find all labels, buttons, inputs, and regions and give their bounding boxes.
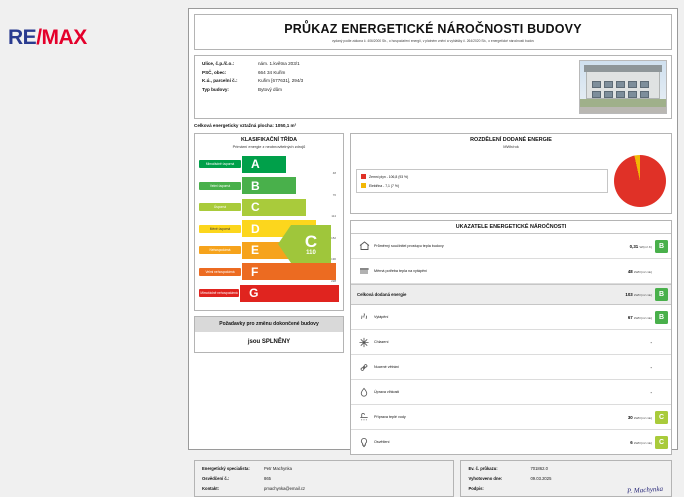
- logo-max: MAX: [41, 26, 87, 49]
- legend-label: Zemní plyn - 106,8 (93 %): [369, 174, 409, 179]
- row-value: Kuřim [677631], 294/3: [258, 78, 304, 83]
- page-subtitle: vydaný podle zákona č. 406/2000 Sb., o hospodaření energií, v platném znění a vyhlášky č. 264/2020 Sb., o energetické náročnosti budov: [332, 38, 534, 43]
- scale-value: 190: [331, 257, 336, 261]
- footer-label: Osvědčení č.:: [202, 476, 230, 481]
- footer-label: Podpis:: [468, 486, 484, 491]
- logo-re: RE: [8, 26, 37, 49]
- logo-slash: /: [36, 26, 42, 49]
- footer-row: [468, 476, 664, 481]
- certificate-footer: [194, 460, 672, 497]
- total-energy-value: [606, 292, 655, 297]
- footer-label: Kontakt:: [202, 486, 219, 491]
- footer-value: 865: [264, 476, 271, 481]
- energy-scale: [195, 151, 343, 310]
- footer-row: [468, 466, 664, 471]
- indicator-number: -: [650, 389, 652, 395]
- distribution-content: [351, 151, 671, 213]
- pie-legend: [356, 169, 608, 193]
- scale-letter: A: [251, 157, 260, 171]
- shower-icon: [354, 409, 374, 426]
- row-label: PSČ, obec:: [202, 69, 227, 75]
- indicator-label: Příprava teplé vody: [374, 414, 406, 419]
- indicator-number: 103: [625, 292, 633, 297]
- indicator-label: Osvětlení: [374, 439, 390, 444]
- total-energy-badge: B: [655, 288, 668, 301]
- total-energy-label: Celková dodaná energie: [357, 292, 407, 297]
- scale-bar: [242, 199, 306, 216]
- fan-icon: [354, 359, 374, 376]
- scale-letter: B: [251, 178, 260, 193]
- identification-rows: [195, 56, 575, 118]
- indicator-value: [606, 269, 655, 274]
- indicator-label: Nucené větrání: [374, 364, 400, 369]
- indicator-row: [351, 430, 671, 454]
- footer-value: 701862.0: [530, 466, 548, 471]
- left-column: [194, 133, 344, 455]
- classification-subtitle: Primární energie z neobnovitelných zdrojů: [232, 144, 306, 149]
- requirements-panel: [194, 316, 344, 354]
- footer-value: 09.03.2025: [530, 476, 552, 481]
- result-arrow-container: [285, 225, 337, 269]
- requirements-title: Požadavky pro změnu dokončené budovy: [195, 317, 343, 333]
- indicator-row: [351, 234, 671, 259]
- indicator-badge: [655, 361, 668, 374]
- identification-row: [202, 61, 568, 66]
- footer-label: Ev. č. průkazu:: [468, 466, 498, 471]
- energy-area-label: Celková energeticky vztažná plocha:: [194, 123, 274, 128]
- indicator-badge: [655, 386, 668, 399]
- energy-pie-chart: [614, 155, 666, 207]
- identification-row: [202, 78, 568, 83]
- result-value: 110: [306, 249, 316, 256]
- scale-desc: Úsporná: [199, 203, 241, 211]
- scale-letter: C: [251, 200, 260, 214]
- scale-desc: Velmi nehospodárná: [199, 268, 241, 276]
- remax-logo: [8, 26, 87, 50]
- row-label: Typ budovy:: [202, 86, 229, 92]
- indicator-value: [606, 440, 655, 445]
- legend-item: [361, 183, 603, 188]
- indicator-badge: [655, 336, 668, 349]
- indicator-row: [351, 380, 671, 405]
- total-energy-row: [351, 284, 671, 305]
- indicator-unit: kWh/(m²·rok): [633, 293, 652, 297]
- scale-letter: F: [251, 264, 259, 279]
- scale-desc: Mimořádně nehospodárná: [200, 291, 238, 295]
- scale-desc: Nehospodárná: [199, 246, 241, 254]
- identification-row: [202, 87, 568, 92]
- footer-label: Energetický specialista:: [202, 466, 250, 471]
- house-arrows-icon: [354, 238, 374, 255]
- scale-value: 114: [331, 214, 336, 218]
- identification-block: [194, 55, 672, 119]
- indicator-unit: kWh/(m²·rok): [633, 315, 652, 320]
- scale-desc: Velmi úsporná: [199, 182, 241, 190]
- footer-value: Petr Machynka: [264, 466, 292, 471]
- indicator-number: 48: [627, 268, 633, 274]
- legend-label: Elektřina - 7,1 (7 %): [369, 183, 399, 188]
- indicator-badge: B: [655, 240, 668, 253]
- row-label: K.ú., parcelní č.:: [202, 78, 238, 83]
- indicator-badge: B: [655, 311, 668, 324]
- scale-desc: Méně úsporná: [199, 225, 241, 233]
- page-title: PRŮKAZ ENERGETICKÉ NÁROČNOSTI BUDOVY: [284, 21, 582, 36]
- indicator-value: [606, 244, 655, 249]
- scale-bar: [240, 285, 339, 302]
- distribution-panel: [350, 133, 672, 214]
- distribution-title: ROZDĚLENÍ DODANÉ ENERGIE: [470, 137, 552, 143]
- certificate-header: [194, 14, 672, 50]
- indicator-value: [606, 340, 655, 345]
- indicator-unit: kWh/(m²·rok): [633, 415, 652, 420]
- indicator-row: [351, 305, 671, 330]
- legend-swatch-electricity: [361, 183, 366, 188]
- bulb-icon: [354, 434, 374, 451]
- scale-bar: [242, 156, 286, 173]
- result-arrow: [291, 225, 331, 263]
- scale-row: [199, 176, 339, 196]
- indicator-value: [606, 365, 655, 370]
- footer-row: [202, 476, 446, 481]
- snowflake-icon: [354, 334, 374, 351]
- scale-value: 228: [331, 278, 336, 283]
- legend-item: [361, 174, 603, 179]
- indicator-unit: W/(m²·K): [639, 244, 652, 249]
- scale-letter: D: [251, 221, 260, 236]
- scale-row: [199, 283, 339, 303]
- right-column: [350, 133, 672, 455]
- indicator-badge: C: [655, 436, 668, 449]
- indicators-panel: [350, 220, 672, 455]
- signature: P. Machynka: [626, 484, 664, 496]
- scale-desc: Mimořádně úsporná: [199, 160, 241, 168]
- footer-row: [202, 486, 446, 491]
- heating-icon: [354, 309, 374, 326]
- scale-bar: [242, 177, 296, 194]
- classification-title: KLASIFIKAČNÍ TŘÍDA: [241, 137, 297, 143]
- row-value: 664 34 Kuřim: [258, 69, 286, 75]
- radiator-icon: [354, 263, 374, 280]
- footer-label: Vyhotoveno dne:: [468, 476, 503, 481]
- indicator-label: Úprava vlhkosti: [374, 389, 400, 394]
- indicator-number: -: [650, 339, 652, 345]
- humidity-icon: [354, 384, 374, 401]
- indicator-number: -: [650, 364, 652, 370]
- indicator-value: [606, 315, 655, 320]
- row-value: nám. 1.května 203/1: [258, 61, 300, 66]
- result-letter: C: [304, 231, 318, 251]
- identification-row: [202, 70, 568, 75]
- scale-value: 76: [332, 192, 336, 197]
- indicator-unit: kWh/(m²·rok): [633, 440, 652, 445]
- distribution-unit: MWh/rok: [503, 144, 519, 149]
- indicator-label: Průměrný součinitel prostupu tepla budovy: [374, 243, 444, 248]
- building-photo: [579, 60, 667, 114]
- energy-certificate: [188, 8, 678, 496]
- indicator-badge: [655, 265, 668, 278]
- indicator-value: [606, 390, 655, 395]
- legend-swatch-gas: [361, 174, 366, 179]
- indicator-number: 0,31: [629, 243, 639, 249]
- scale-letter: G: [249, 286, 259, 300]
- scale-value: 152: [331, 235, 336, 240]
- row-label: Ulice, č.p./č.o.:: [202, 61, 235, 66]
- certificate-body: [189, 128, 677, 460]
- indicator-row: [351, 259, 671, 284]
- indicator-number: 30: [627, 414, 633, 420]
- indicator-badge: C: [655, 411, 668, 424]
- footer-value-email[interactable]: pmachynka@email.cz: [264, 486, 306, 491]
- indicator-label: Měrná potřeba tepla na vytápění: [374, 268, 428, 273]
- scale-letter: E: [251, 243, 260, 257]
- classification-panel: [194, 133, 344, 311]
- requirements-result: jsou SPLNĚNY: [247, 339, 291, 345]
- scale-value: 48: [332, 171, 336, 175]
- row-value: Bytový dům: [258, 86, 282, 92]
- certificate-meta-block: [460, 460, 672, 497]
- indicator-value: [606, 415, 655, 420]
- indicators-title: UKAZATELE ENERGETICKÉ NÁROČNOSTI: [351, 221, 671, 234]
- scale-row: [199, 197, 339, 217]
- indicator-unit: kWh/(m²·rok): [633, 269, 652, 274]
- indicator-label: Chlazení: [374, 339, 389, 344]
- indicator-label: Vytápění: [374, 314, 389, 319]
- specialist-block: [194, 460, 454, 497]
- indicator-row: [351, 405, 671, 430]
- footer-row: [202, 466, 446, 471]
- energy-area-value: 1050,1 m²: [275, 123, 297, 128]
- indicator-row: [351, 355, 671, 380]
- indicator-number: 6: [630, 439, 633, 445]
- indicator-number: 67: [627, 314, 633, 320]
- scale-row: [199, 154, 339, 174]
- indicator-row: [351, 330, 671, 355]
